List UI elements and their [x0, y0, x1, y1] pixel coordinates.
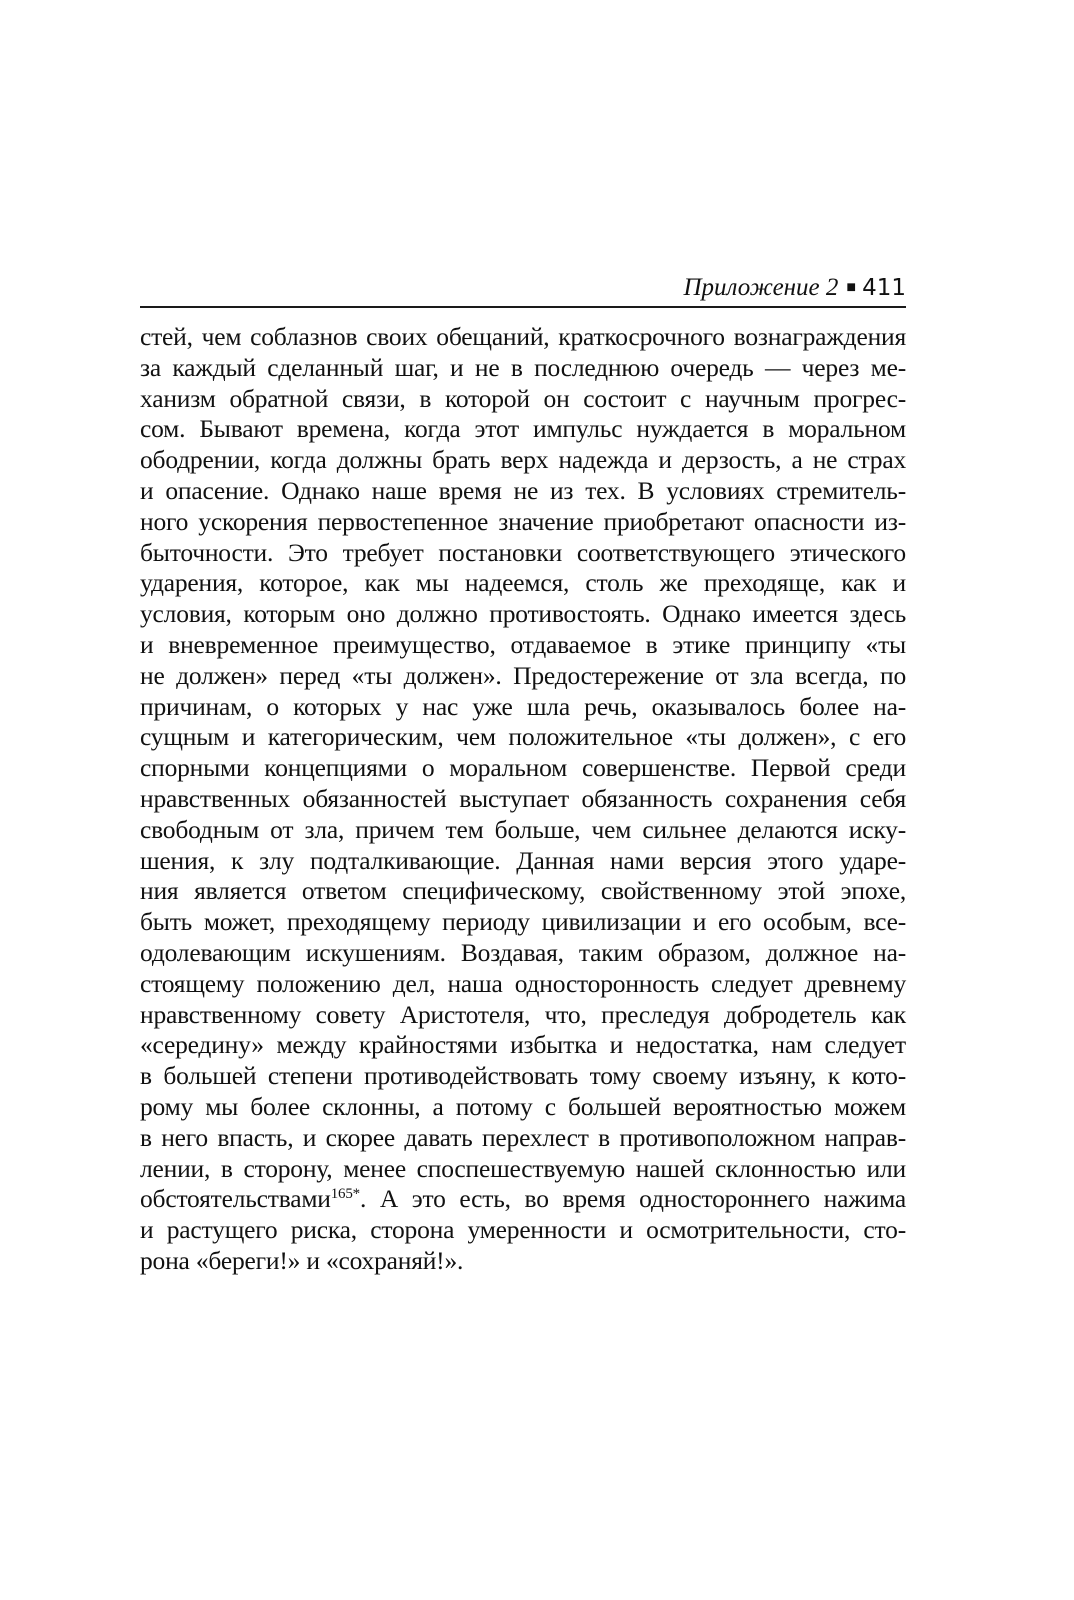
- page-number: 411: [862, 275, 906, 301]
- body-paragraph: [140, 322, 906, 1277]
- section-title: Приложение 2: [683, 274, 839, 301]
- text-line: и опасение. Однако наше время не из тех. В условиях стремитель-: [140, 475, 906, 505]
- text-line: за каждый сделанный шаг, и не в последнюю очередь — через ме-: [140, 352, 906, 382]
- text-line: в большей степени противодействовать тому своему изъяну, к кото-: [140, 1061, 906, 1091]
- text-line: быть может, преходящему периоду цивилизации и его особым, все-: [140, 907, 906, 937]
- text-line: лении, в сторону, менее споспешествуемую нашей склонностью или: [140, 1153, 906, 1183]
- text-line: причинам, о которых у нас уже шла речь, оказывалось более на-: [140, 691, 906, 721]
- text-line: одолевающим искушениям. Воздавая, таким образом, должное на-: [140, 937, 906, 967]
- text-line: быточности. Это требует постановки соответствующего этического: [140, 537, 906, 567]
- text-line: ного ускорения первостепенное значение приобретают опасности из-: [140, 506, 906, 536]
- text-line: ободрении, когда должны брать верх надежда и дерзость, а не страх: [140, 445, 906, 475]
- footnote-following-text: . А это есть, во время одностороннего нажима: [359, 1184, 906, 1214]
- text-line: спорными концепциями о моральном совершенстве. Первой среди: [140, 753, 906, 783]
- text-line: рому мы более склонны, а потому с большей вероятностью можем: [140, 1091, 906, 1121]
- text-line: и растущего риска, сторона умеренности и осмотрительности, сто-: [140, 1215, 906, 1245]
- text-line: ния является ответом специфическому, свойственному этой эпохе,: [140, 876, 906, 906]
- text-line: сущным и категорическим, чем положительное «ты должен», с его: [140, 722, 906, 752]
- footnote-preceding-text: обстоятельствами: [140, 1184, 331, 1214]
- text-line: нравственных обязанностей выступает обязанность сохранения себя: [140, 783, 906, 813]
- text-line: в него впасть, и скорее давать перехлест в противоположном направ-: [140, 1122, 906, 1152]
- text-line: стоящему положению дел, наша односторонность следует древнему: [140, 968, 906, 998]
- text-line: и вневременное преимущество, отдаваемое в этике принципу «ты: [140, 629, 906, 659]
- text-line: стей, чем соблазнов своих обещаний, краткосрочного вознаграждения: [140, 322, 906, 351]
- text-line: шения, к злу подталкивающие. Данная нами версия этого ударе-: [140, 845, 906, 875]
- text-line: не должен» перед «ты должен». Предостережение от зла всегда, по: [140, 660, 906, 690]
- text-line: условия, которым оно должно противостоять. Однако имеется здесь: [140, 599, 906, 629]
- text-line: сом. Бывают времена, когда этот импульс нуждается в моральном: [140, 414, 906, 444]
- running-head: [140, 272, 906, 308]
- text-line: ударения, которое, как мы надеемся, столь же преходяще, как и: [140, 568, 906, 598]
- text-line-last: рона «береги!» и «сохраняй!».: [140, 1245, 464, 1275]
- separator-square-icon: ■: [846, 279, 857, 296]
- text-line: «середину» между крайностями избытка и недостатка, нам следует: [140, 1030, 906, 1060]
- book-page: [140, 272, 906, 1277]
- footnote-reference[interactable]: 165*: [330, 1186, 360, 1203]
- text-line: свободным от зла, причем тем больше, чем сильнее делаются иску-: [140, 814, 906, 844]
- text-line: ханизм обратной связи, в которой он состоит с научным прогрес-: [140, 383, 906, 413]
- text-line: нравственному совету Аристотеля, что, преследуя добродетель как: [140, 999, 906, 1029]
- text-line-with-footnote: [140, 1184, 906, 1215]
